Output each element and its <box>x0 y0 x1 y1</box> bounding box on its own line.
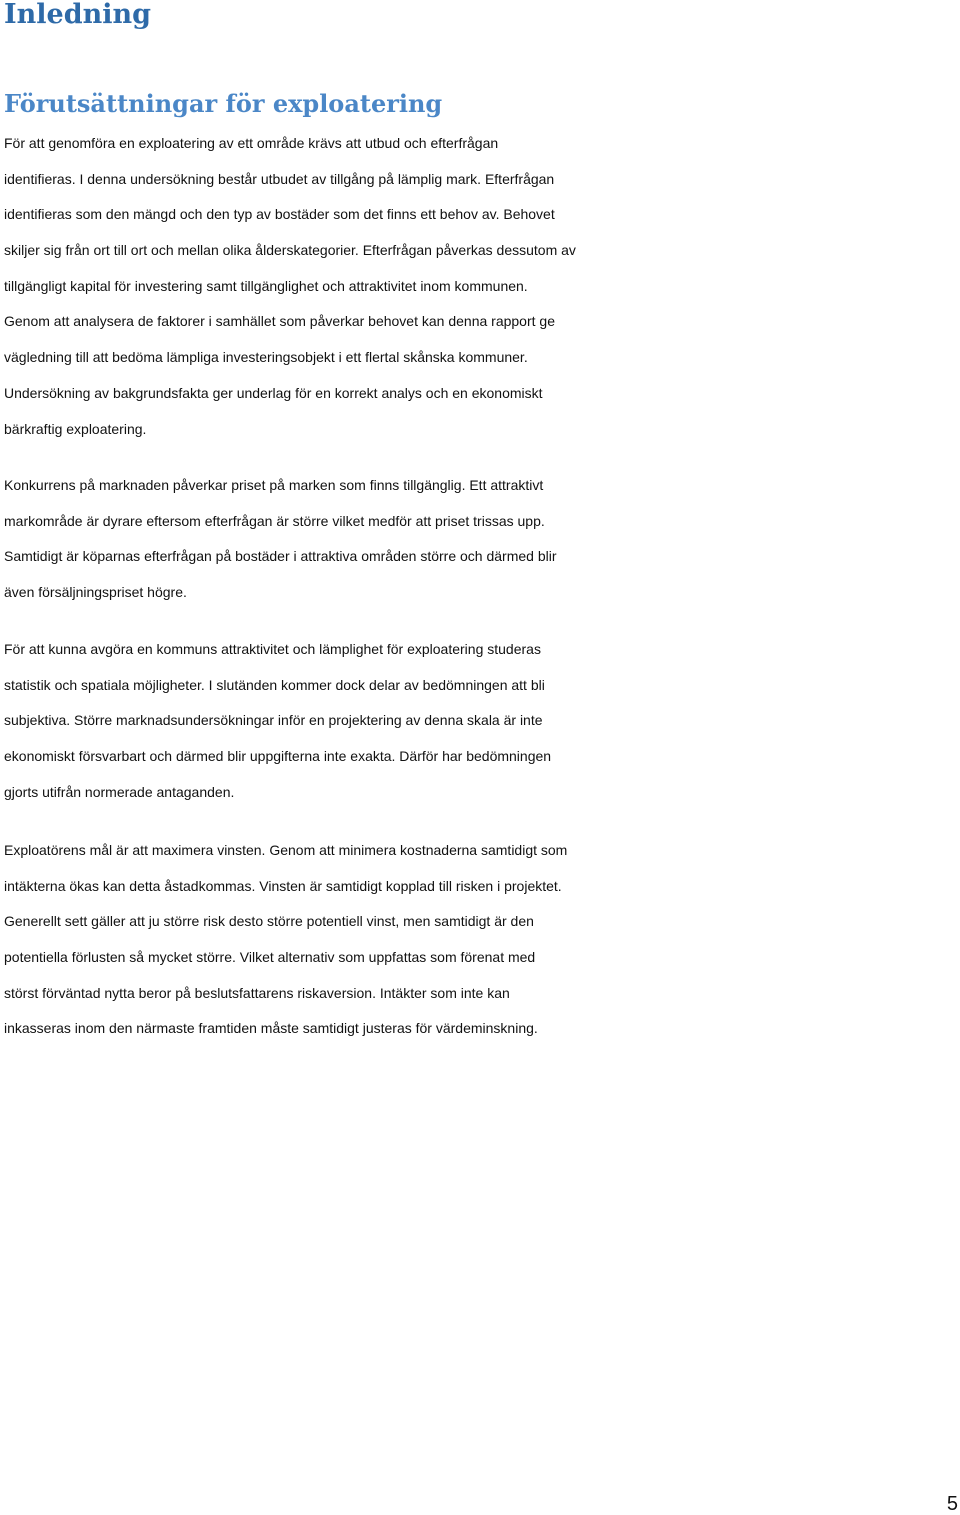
section-heading: Förutsättningar för exploatering <box>4 89 443 118</box>
text-line: vägledning till att bedöma lämpliga investeringsobjekt i ett flertal skånska kommuner. <box>4 349 528 366</box>
text-line: Undersökning av bakgrundsfakta ger underlag för en korrekt analys och en ekonomiskt <box>4 384 543 401</box>
text-line: gjorts utifrån normerade antaganden. <box>4 783 235 800</box>
text-line: För att genomföra en exploatering av ett område krävs att utbud och efterfrågan <box>4 135 499 151</box>
page-title: Inledning <box>4 0 151 30</box>
paragraph-4 <box>4 833 960 1047</box>
text-line: identifieras. I denna undersökning består utbudet av tillgång på lämplig mark. Efterfrågan <box>4 170 555 187</box>
text-line: identifieras som den mängd och den typ av bostäder som det finns ett behov av. Behovet <box>4 206 555 223</box>
text-line: Konkurrens på marknaden påverkar priset på marken som finns tillgänglig. Ett attraktivt <box>4 477 544 493</box>
text-line: störst förväntad nytta beror på beslutsfattarens riskaversion. Intäkter som inte kan <box>4 984 510 1001</box>
text-line: ekonomiskt försvarbart och därmed blir uppgifterna inte exakta. Därför har bedömningen <box>4 748 552 765</box>
paragraph-1 <box>4 126 960 447</box>
text-line: inkasseras inom den närmaste framtiden måste samtidigt justeras för värdeminskning. <box>4 1020 538 1037</box>
text-line: Genom att analysera de faktorer i samhället som påverkar behovet kan denna rapport ge <box>4 313 555 330</box>
text-line: skiljer sig från ort till ort och mellan olika ålderskategorier. Efterfrågan påverkas dessutom av <box>4 242 576 259</box>
text-line: även försäljningspriset högre. <box>4 584 187 601</box>
text-line: bärkraftig exploatering. <box>4 420 147 437</box>
paragraph-2 <box>4 468 960 611</box>
paragraph-3 <box>4 632 960 810</box>
text-line: Exploatörens mål är att maximera vinsten. Genom att minimera kostnaderna samtidigt som <box>4 842 568 858</box>
text-line: markområde är dyrare eftersom efterfrågan är större vilket medför att priset trissas upp. <box>4 512 545 529</box>
text-line: Samtidigt är köparnas efterfrågan på bostäder i attraktiva områden större och därmed blir <box>4 548 557 565</box>
text-line: För att kunna avgöra en kommuns attraktivitet och lämplighet för exploatering studeras <box>4 641 541 657</box>
text-line: Generellt sett gäller att ju större risk desto större potentiell vinst, men samtidigt är den <box>4 913 534 930</box>
page-number: 5 <box>946 1493 958 1515</box>
text-line: subjektiva. Större marknadsundersökningar inför en projektering av denna skala är inte <box>4 712 543 729</box>
text-line: tillgängligt kapital för investering samt tillgänglighet och attraktivitet inom kommunen. <box>4 277 528 294</box>
text-line: potentiella förlusten så mycket större. Vilket alternativ som uppfattas som förenat med <box>4 949 536 966</box>
text-line: statistik och spatiala möjligheter. I slutänden kommer dock delar av bedömningen att bli <box>4 676 545 693</box>
text-line: intäkterna ökas kan detta åstadkommas. Vinsten är samtidigt kopplad till risken i projektet. <box>4 877 562 894</box>
